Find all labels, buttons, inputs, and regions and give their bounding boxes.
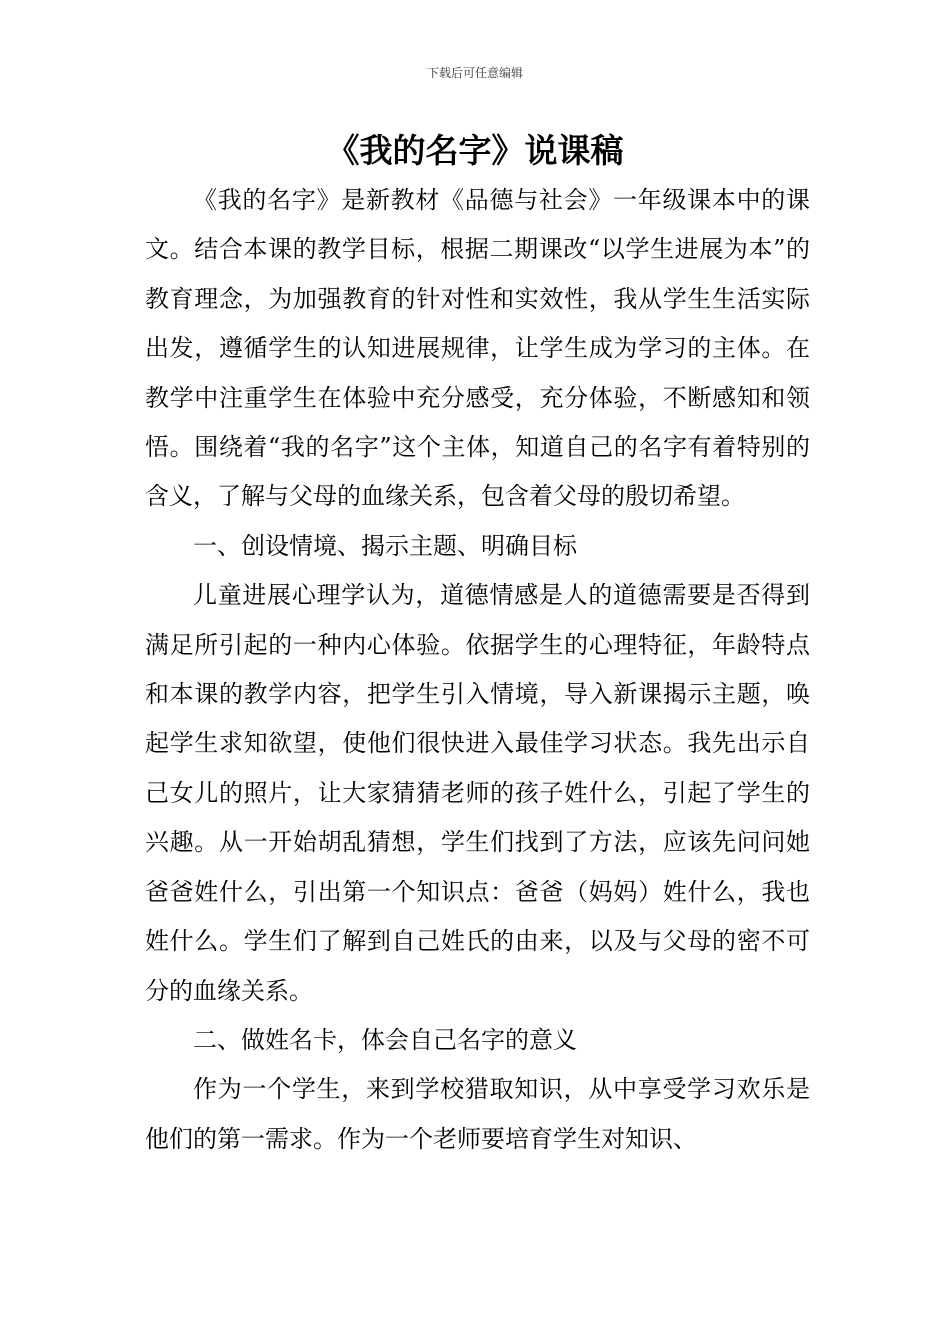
document-title: 《我的名字》说课稿 bbox=[326, 131, 624, 170]
section-heading-2: 二、做姓名卡，体会自己名字的意义 bbox=[193, 1025, 577, 1054]
section-1-paragraph: 儿童进展心理学认为，道德情感是人的道德需要是否得到满足所引起的一种内心体验。依据学生的心理特征，年龄特点和本课的教学内容，把学生引入情境，导入新课揭示主题，唤起学生求知欲望，使他们很快进入最佳学习状态。我先出示自己女儿的照片，让大家猜猜老师的孩子姓什么，引起了学生的兴趣。从一开始胡乱猜想，学生们找到了方法，应该先问问她爸爸姓什么，引出第一个知识点：爸爸（妈妈）姓什么，我也姓什么。学生们了解到自己姓氏的由来，以及与父母的密不可分的血缘关系。 bbox=[145, 581, 810, 1005]
section-2-paragraph: 作为一个学生，来到学校猎取知识，从中享受学习欢乐是他们的第一需求。作为一个老师要培育学生对知识、 bbox=[145, 1075, 810, 1153]
intro-paragraph: 《我的名字》是新教材《品德与社会》一年级课本中的课文。结合本课的教学目标，根据二期课改“以学生进展为本”的教育理念，为加强教育的针对性和实效性，我从学生生活实际出发，遵循学生的认知进展规律，让学生成为学习的主体。在教学中注重学生在体验中充分感受，充分体验，不断感知和领悟。围绕着“我的名字”这个主体，知道自己的名字有着特别的含义，了解与父母的血缘关系，包含着父母的殷切希望。 bbox=[145, 186, 810, 511]
document-body bbox=[145, 176, 810, 1164]
page-header-note: 下载后可任意编辑 bbox=[426, 66, 523, 80]
section-heading-1: 一、创设情境、揭示主题、明确目标 bbox=[193, 531, 577, 560]
